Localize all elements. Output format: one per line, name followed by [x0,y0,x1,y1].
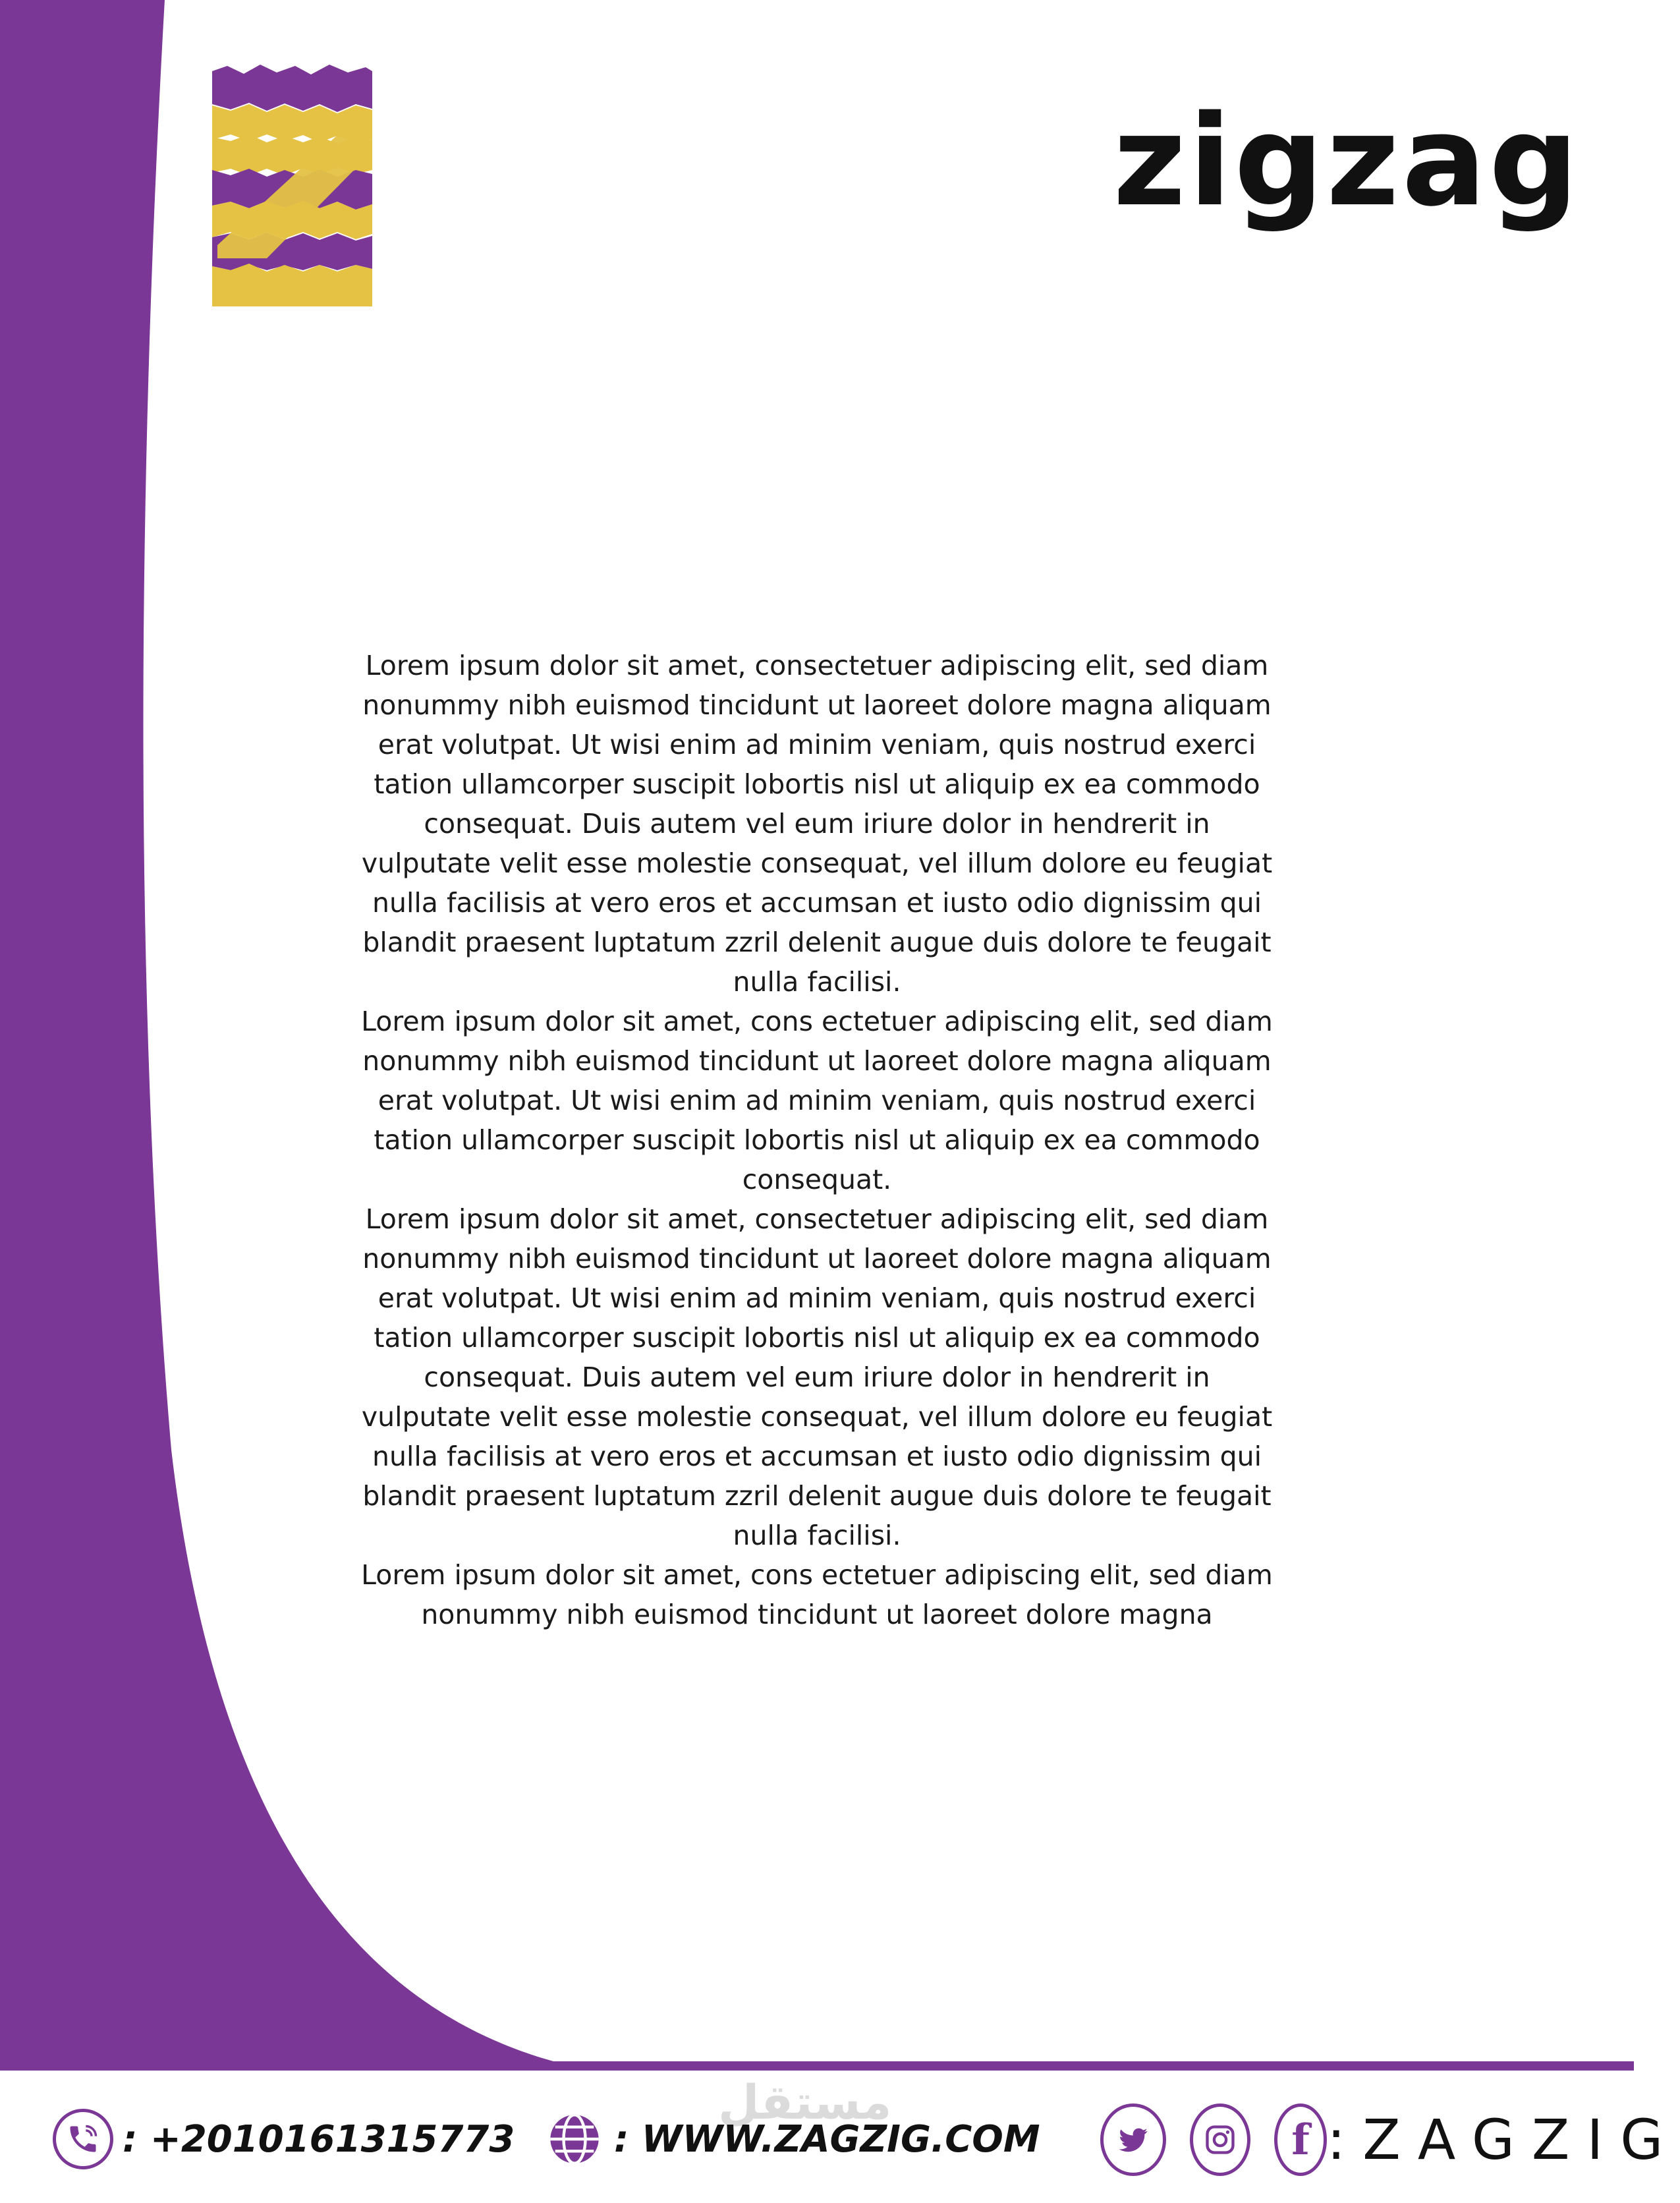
letter-body [356,646,1278,1634]
z-logo-icon [212,65,372,306]
body-paragraph: Lorem ipsum dolor sit amet, consectetuer adipiscing elit, sed diam nonummy nibh euismod tincidunt ut laoreet dolore magna aliquam erat volutpat. Ut wisi enim ad minim veniam, quis nostrud exerci tation ullamcorper suscipit lobortis nisl ut aliquip ex ea commodo consequat. Duis autem vel eum iriure dolor in hendrerit in vulputate velit esse molestie consequat, vel illum dolore eu feugiat nulla facilisis at vero eros et accumsan et iusto odio dignissim qui blandit praesent luptatum zzril delenit augue duis dolore te feugait nulla facilisi. [361,1203,1273,1551]
body-paragraph: Lorem ipsum dolor sit amet, consectetuer adipiscing elit, sed diam nonummy nibh euismod tincidunt ut laoreet dolore magna aliquam erat volutpat. Ut wisi enim ad minim veniam, quis nostrud exerci tation ullamcorper suscipit lobortis nisl ut aliquip ex ea commodo consequat. Duis autem vel eum iriure dolor in hendrerit in vulputate velit esse molestie consequat, vel illum dolore eu feugiat nulla facilisis at vero eros et accumsan et iusto odio dignissim qui blandit praesent luptatum zzril delenit augue duis dolore te feugait nulla facilisi. [361,650,1273,998]
footer-website [544,2109,1040,2169]
instagram-icon[interactable] [1190,2103,1250,2176]
facebook-glyph: f [1291,2115,1310,2165]
phone-icon [53,2109,113,2169]
body-paragraph: Lorem ipsum dolor sit amet, cons ectetuer adipiscing elit, sed diam nonummy nibh euismod tincidunt ut laoreet dolore magna aliquam erat volutpat. Ut wisi enim ad minim veniam, quis nostrud exerci tation ullamcorper suscipit lobortis nisl ut aliquip ex ea commodo consequat. [361,1006,1273,1195]
watermark: مستقل [718,2074,892,2130]
twitter-icon[interactable] [1100,2103,1166,2176]
website-url: : WWW.ZAGZIG.COM [614,2117,1040,2161]
body-paragraph: Lorem ipsum dolor sit amet, cons ectetuer adipiscing elit, sed diam nonummy nibh euismod tincidunt ut laoreet dolore magna [361,1559,1273,1630]
brand-wordmark: zigzag [1113,88,1581,234]
footer-phone [53,2109,515,2169]
footer-divider [0,2061,1634,2071]
facebook-icon[interactable] [1274,2103,1327,2176]
social-handle: :ZAGZIG [1327,2107,1680,2172]
footer-social [1100,2103,1680,2176]
globe-icon [544,2109,605,2169]
phone-number: : +2010161315773 [123,2117,515,2161]
